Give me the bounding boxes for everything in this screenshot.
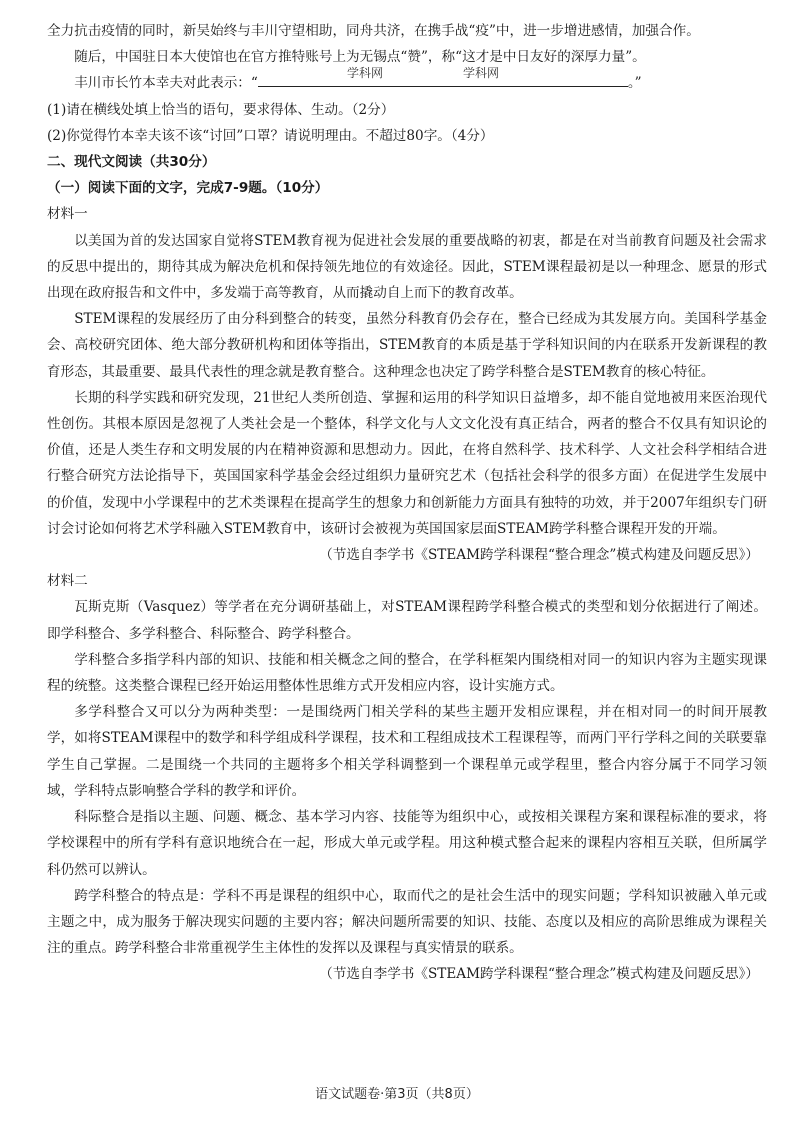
material-2-source: （节选自李学书《STEAM跨学科课程“整合理念”模式构建及问题反思》）: [319, 966, 759, 983]
material-1-paragraph-1: 以美国为首的发达国家自觉将STEM教育视为促进社会发展的重要战略的初衷，都是在对当前教育问题及社会需求的反思中提出的，期待其成为解决危机和保持领先地位的有效途径。因此，STEM课程最初是以一种理念、愿景的形式出现在政府报告和文件中，多发端于高等教育，从而撬动自上而下的教育改革。: [47, 232, 767, 302]
material-2-paragraph-3: 多学科整合又可以分为两种类型：一是围绕两门相关学科的某些主题开发相应课程，并在相对同一的时间开展教学，如将STEAM课程中的数学和科学组成科学课程，技术和工程组成技术工程课程等，而两门平行学科之间的关联要靠学生自己掌握。二是围绕一个共同的主题将多个相关学科调整到一个课程单元或学程里，整合内容分属于不同学习领域，学科特点影响整合学科的教学和评价。: [47, 704, 767, 799]
question-2: (2)你觉得竹本幸夫该不该“讨回”口罩？请说明理由。不超过80字。（4分）: [47, 127, 494, 144]
material-2-paragraph-5: 跨学科整合的特点是：学科不再是课程的组织中心，取而代之的是社会生活中的现实问题；学科知识被融入单元或主题之中，成为服务于解决现实问题的主要内容；解决问题所需要的知识、技能、态度以及相应的高阶思维成为课程关注的重点。跨学科整合非常重视学生主体性的发挥以及课程与真实情景的联系。: [47, 887, 767, 957]
page-body: [47, 18, 767, 988]
question-1: (1)请在横线处填上恰当的语句，要求得体、生动。（2分）: [47, 101, 395, 118]
quote-prefix: 丰川市长竹本幸夫对此表示：“: [74, 75, 258, 92]
material-1-paragraph-3: 长期的科学实践和研究发现，21世纪人类所创造、掌握和运用的科学知识日益增多，却不能自觉地被用来医治现代性创伤。其根本原因是忽视了人类社会是一个整体，科学文化与人文文化没有真正结合，两者的整合不仅具有知识论的价值，还是人类生存和文明发展的内在精神资源和思想动力。因此，在将自然科学、技术科学、人文社会科学相结合进行整合研究方法论指导下，英国国家科学基金会经过组织力量研究艺术（包括社会科学的很多方面）在促进学生发展中的价值，发现中小学课程中的艺术类课程在提高学生的想象力和创新能力方面具有独特的功效，并于2007年组织专门研讨会讨论如何将艺术学科融入STEM教育中，该研讨会被视为英国国家层面STEAM跨学科整合课程开发的开端。: [47, 389, 767, 537]
watermark-2: 学科网: [463, 66, 500, 81]
section-subtitle: （一）阅读下面的文字，完成7-9题。（10分）: [47, 180, 329, 197]
material-2-title: 材料二: [47, 573, 88, 590]
watermark-1: 学科网: [347, 66, 384, 81]
material-1-paragraph-2: STEM课程的发展经历了由分科到整合的转变，虽然分科教育仍会存在，整合已经成为其发展方向。美国科学基金会、高校研究团体、绝大部分教研机构和团体等指出，STEM教育的本质是基于学科知识间的内在联系开发新课程的教育形态，其最重要、最具代表性的理念就是教育整合。这种理念也决定了跨学科整合是STEM教育的核心特征。: [47, 311, 767, 380]
intro-paragraph-1: 全力抗击疫情的同时，新吴始终与丰川守望相助，同舟共济，在携手战“疫”中，进一步增进感情，加强合作。: [47, 23, 700, 39]
intro-paragraph-3: [47, 66, 767, 96]
material-1-source: （节选自李学书《STEAM跨学科课程“整合理念”模式构建及问题反思》）: [319, 547, 759, 564]
answer-blank-line: [258, 66, 628, 87]
page-footer: 语文试题卷·第3页（共8页）: [315, 1087, 479, 1102]
intro-paragraph-2: 随后，中国驻日本大使馆也在官方推特账号上为无锡点“赞”，称“这才是中日友好的深厚力量”。: [74, 49, 646, 66]
material-2-paragraph-1: 瓦斯克斯（Vasquez）等学者在充分调研基础上，对STEAM课程跨学科整合模式的类型和划分依据进行了阐述。即学科整合、多学科整合、科际整合、跨学科整合。: [47, 599, 767, 642]
section-title: 二、现代文阅读（共30分）: [47, 154, 216, 171]
material-2-paragraph-2: 学科整合多指学科内部的知识、技能和相关概念之间的整合，在学科框架内围绕相对同一的知识内容为主题实现课程的统整。这类整合课程已经开始运用整体性思维方式开发相应内容，设计实施方式。: [47, 651, 767, 695]
quote-suffix: 。”: [627, 75, 642, 92]
material-1-title: 材料一: [47, 206, 88, 223]
material-2-paragraph-4: 科际整合是指以主题、问题、概念、基本学习内容、技能等为组织中心，或按相关课程方案和课程标准的要求，将学校课程中的所有学科有意识地统合在一起，形成大单元或学程。用这种模式整合起来的课程内容相互关联，但所属学科仍然可以辨认。: [47, 809, 767, 878]
